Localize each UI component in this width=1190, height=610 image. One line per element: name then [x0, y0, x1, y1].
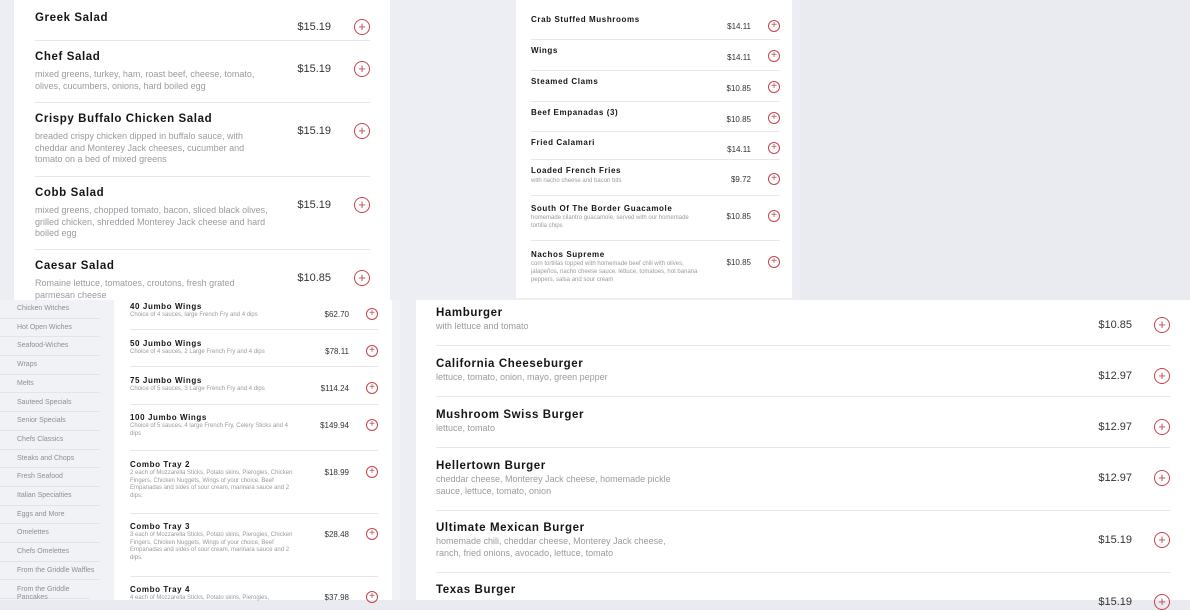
sidebar-item-fresh-seafood[interactable]: Fresh Seafood: [0, 468, 100, 487]
sidebar-item-chicken-witches[interactable]: Chicken Witches: [0, 300, 100, 319]
menu-item[interactable]: [130, 300, 378, 330]
item-description: Choice of 5 sauces, 3 Large French Fry and 4 dips: [130, 386, 265, 392]
item-name: 50 Jumbo Wings: [130, 339, 202, 348]
sidebar-item-hot-open-wiches[interactable]: Hot Open Wiches: [0, 319, 100, 338]
item-description: with nacho cheese and bacon bits: [531, 178, 622, 184]
item-name: Fried Calamari: [531, 138, 595, 147]
menu-item[interactable]: [35, 260, 370, 300]
item-price: $15.19: [1098, 596, 1132, 608]
wings-panel: [0, 300, 400, 600]
item-name: Greek Salad: [35, 12, 109, 24]
item-price: $15.19: [1098, 534, 1132, 546]
item-price: $10.85: [726, 115, 751, 124]
plus-circle-icon[interactable]: [366, 466, 378, 478]
plus-circle-icon[interactable]: [354, 61, 370, 77]
item-name: Combo Tray 4: [130, 585, 191, 594]
menu-item[interactable]: [531, 102, 780, 132]
menu-item[interactable]: [531, 241, 780, 298]
sidebar-item-griddle-waffles[interactable]: From the Griddle Waffles: [0, 562, 100, 581]
item-price: $15.19: [297, 125, 331, 137]
plus-circle-icon[interactable]: [1154, 470, 1170, 486]
item-price: $10.85: [726, 212, 751, 221]
item-price: $10.85: [1098, 319, 1132, 331]
item-name: Nachos Supreme: [531, 250, 605, 259]
item-name: Ultimate Mexican Burger: [436, 522, 585, 534]
item-price: $14.11: [727, 53, 751, 62]
plus-circle-icon[interactable]: [366, 382, 378, 394]
plus-circle-icon[interactable]: [768, 210, 780, 222]
sidebar-item-steaks-and-chops[interactable]: Steaks and Chops: [0, 450, 100, 469]
appetizers-menu-card: [516, 0, 792, 298]
item-description: Choice of 4 sauces, 2 Large French Fry and 4 dips: [130, 349, 265, 355]
item-description: Choice of 5 sauces, 4 large French Fry, Celery Sticks and 4 dips: [130, 423, 288, 437]
menu-item[interactable]: [531, 12, 780, 40]
menu-item[interactable]: [531, 196, 780, 241]
item-price: $15.19: [297, 63, 331, 75]
plus-circle-icon[interactable]: [354, 19, 370, 35]
item-price: $9.72: [730, 175, 751, 184]
menu-item[interactable]: [130, 405, 378, 451]
menu-item[interactable]: [531, 160, 780, 196]
item-price: $15.19: [297, 21, 331, 33]
item-name: California Cheeseburger: [436, 358, 584, 370]
salads-menu-card: [14, 0, 390, 300]
item-description: Choice of 4 sauces, large French Fry and 4 dips: [130, 312, 258, 318]
item-description: lettuce, tomato: [436, 423, 496, 433]
item-name: Crispy Buffalo Chicken Salad: [35, 113, 213, 125]
plus-circle-icon[interactable]: [768, 173, 780, 185]
item-price: $62.70: [324, 310, 349, 319]
item-name: Cobb Salad: [35, 187, 105, 199]
plus-circle-icon[interactable]: [1154, 594, 1170, 610]
menu-item[interactable]: [531, 40, 780, 71]
item-name: 75 Jumbo Wings: [130, 376, 202, 385]
item-price: $78.11: [325, 347, 349, 356]
menu-item[interactable]: [436, 307, 1170, 346]
menu-item[interactable]: [436, 522, 1170, 573]
plus-circle-icon[interactable]: [768, 112, 780, 124]
item-price: $14.11: [727, 145, 751, 154]
plus-circle-icon[interactable]: [354, 270, 370, 286]
item-price: $114.24: [320, 384, 349, 393]
item-description: Romaine lettuce, tomatoes, croutons, fresh grated parmesan cheese: [35, 278, 235, 300]
sidebar-item-sauteed-specials[interactable]: Sauteed Specials: [0, 394, 100, 413]
sidebar-item-griddle-pancakes[interactable]: From the Griddle Pancakes: [0, 581, 90, 600]
plus-circle-icon[interactable]: [1154, 532, 1170, 548]
item-price: $12.97: [1098, 421, 1132, 433]
item-name: Combo Tray 3: [130, 522, 191, 531]
plus-circle-icon[interactable]: [366, 308, 378, 320]
item-name: Loaded French Fries: [531, 166, 622, 175]
item-price: $37.98: [324, 593, 349, 602]
item-description: corn tortillas topped with homemade beef chili with olives, jalapeños, nacho cheese sauce, lettuce, tomatoes, hot banana peppers, salsa and sour cream: [531, 261, 698, 283]
item-description: homemade chili, cheddar cheese, Monterey Jack cheese, ranch, fried onions, avocado, lettuce, tomato: [436, 536, 666, 558]
menu-item[interactable]: [436, 460, 1170, 511]
category-sidebar: [0, 300, 100, 600]
menu-item[interactable]: [35, 51, 370, 103]
menu-item[interactable]: [436, 409, 1170, 448]
item-price: $12.97: [1098, 472, 1132, 484]
burgers-menu-card: [416, 300, 1190, 608]
item-description: 2 each of Mozzarella Sticks, Potato skins, Pierogies, Chicken Fingers, Chicken Nuggets, Wings of your choice, Beef Empanadas and sides of sour cream, marinara sauce and 2 dips.: [130, 470, 293, 499]
item-description: lettuce, tomato, onion, mayo, green pepper: [436, 372, 608, 382]
item-name: Beef Empanadas (3): [531, 108, 619, 117]
menu-item[interactable]: [436, 358, 1170, 397]
item-name: Crab Stuffed Mushrooms: [531, 15, 640, 24]
plus-circle-icon[interactable]: [768, 142, 780, 154]
item-name: Combo Tray 2: [130, 460, 191, 469]
sidebar-item-seafood-wiches[interactable]: Seafood-Wiches: [0, 337, 100, 356]
item-description: breaded crispy chicken dipped in buffalo sauce, with cheddar and Monterey Jack cheeses, cucumber and tomato on a bed of mixed greens: [35, 131, 245, 164]
sidebar-item-eggs-and-more[interactable]: Eggs and More: [0, 506, 100, 525]
item-description: with lettuce and tomato: [436, 321, 529, 331]
item-price: $10.85: [297, 272, 331, 284]
sidebar-item-omelettes[interactable]: Omelettes: [0, 524, 100, 543]
item-description: 4 each of Mozzarella Sticks, Potato skins, Pierogies,: [130, 595, 270, 601]
menu-item[interactable]: [35, 187, 370, 250]
plus-circle-icon[interactable]: [768, 256, 780, 268]
item-description: mixed greens, chopped tomato, bacon, sliced black olives, grilled chicken, shredded Monterey Jack cheese and hard boiled egg: [35, 205, 268, 238]
item-price: $10.85: [726, 258, 751, 267]
plus-circle-icon[interactable]: [366, 591, 378, 603]
plus-circle-icon[interactable]: [1154, 317, 1170, 333]
item-name: Steamed Clams: [531, 77, 599, 86]
sidebar-item-senior-specials[interactable]: Senior Specials: [0, 412, 100, 431]
item-price: $28.48: [324, 530, 349, 539]
item-description: 3 each of Mozzarella Sticks, Potato skins, Pierogies, Chicken Fingers, Chicken Nuggets, Wings of your choice, Beef Empanadas and sides of sour cream, marinara sauce and 2 dips.: [130, 532, 293, 561]
item-price: $15.19: [297, 199, 331, 211]
item-name: Hamburger: [436, 307, 503, 319]
item-name: Wings: [531, 46, 558, 55]
plus-circle-icon[interactable]: [366, 528, 378, 540]
burgers-panel: [400, 300, 1132, 608]
item-price: $12.97: [1098, 370, 1132, 382]
item-name: 40 Jumbo Wings: [130, 302, 202, 311]
item-price: $10.85: [726, 84, 751, 93]
sidebar-item-wraps[interactable]: Wraps: [0, 356, 100, 375]
menu-item[interactable]: [130, 514, 378, 577]
item-description: homemade cilantro guacamole, served with our homemade tortilla chips: [531, 215, 689, 229]
item-name: 100 Jumbo Wings: [130, 413, 207, 422]
plus-circle-icon[interactable]: [354, 197, 370, 213]
plus-circle-icon[interactable]: [354, 123, 370, 139]
item-name: Chef Salad: [35, 51, 101, 63]
wings-menu-card: [114, 300, 392, 600]
menu-item[interactable]: [531, 132, 780, 160]
salads-panel: [0, 0, 400, 300]
plus-circle-icon[interactable]: [366, 419, 378, 431]
plus-circle-icon[interactable]: [1154, 419, 1170, 435]
menu-item[interactable]: [35, 12, 370, 41]
sidebar-item-melts[interactable]: Melts: [0, 375, 100, 394]
menu-item[interactable]: [130, 367, 378, 405]
plus-circle-icon[interactable]: [1154, 368, 1170, 384]
item-description: cheddar cheese, Monterey Jack cheese, homemade pickle sauce, lettuce, tomato, onion: [436, 474, 671, 496]
sidebar-item-italian-specialties[interactable]: Italian Specialties: [0, 487, 100, 506]
sidebar-item-chefs-classics[interactable]: Chefs Classics: [0, 431, 100, 450]
menu-item[interactable]: [531, 71, 780, 102]
item-name: South Of The Border Guacamole: [531, 204, 673, 213]
plus-circle-icon[interactable]: [768, 50, 780, 62]
item-name: Texas Burger: [436, 584, 516, 596]
item-name: Mushroom Swiss Burger: [436, 409, 585, 421]
item-price: $14.11: [727, 22, 751, 31]
plus-circle-icon[interactable]: [768, 20, 780, 32]
menu-item[interactable]: [130, 577, 378, 600]
menu-item[interactable]: [436, 584, 1170, 608]
sidebar-item-chefs-omelettes[interactable]: Chefs Omelettes: [0, 543, 100, 562]
item-name: Caesar Salad: [35, 260, 115, 272]
item-description: mixed greens, turkey, ham, roast beef, cheese, tomato, olives, cucumbers, onions, hard boiled egg: [35, 69, 255, 91]
plus-circle-icon[interactable]: [768, 81, 780, 93]
appetizers-panel: [400, 0, 800, 300]
menu-item[interactable]: [130, 451, 378, 514]
plus-circle-icon[interactable]: [366, 345, 378, 357]
item-price: $18.99: [324, 468, 349, 477]
menu-item[interactable]: [130, 330, 378, 367]
item-name: Hellertown Burger: [436, 460, 546, 472]
item-price: $149.94: [320, 421, 349, 430]
menu-item[interactable]: [35, 113, 370, 177]
